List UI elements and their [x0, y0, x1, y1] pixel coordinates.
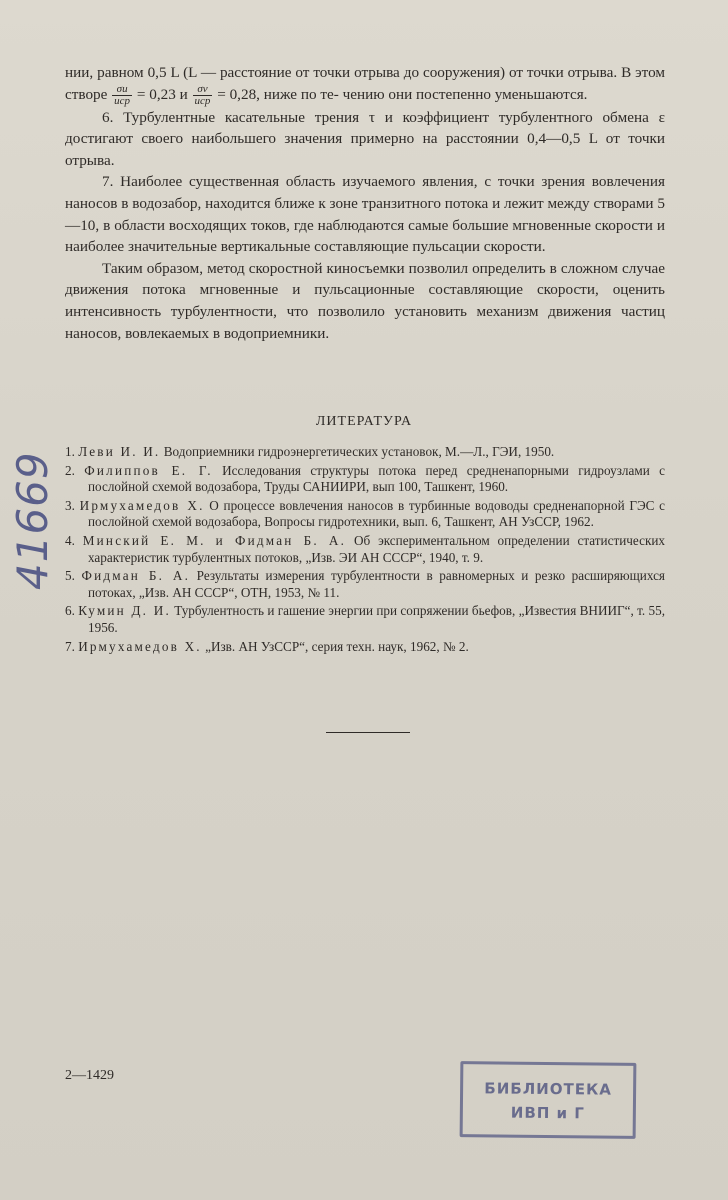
reference-text: Об экспериментальном определении статистических характеристик турбулентных потоков, „Изв. ЭИ АН СССР“, 1940, т. 9. [88, 532, 666, 565]
signature-code: 2—1429 [65, 1068, 114, 1083]
body-text [65, 62, 665, 344]
reference-list [65, 444, 665, 657]
literature-heading: ЛИТЕРАТУРА [315, 414, 413, 429]
reference-number: 3. [65, 497, 75, 513]
reference-text: Результаты измерения турбулентности в равномерных и резко расширяющихся потоках, „Изв. АН СССР“, ОТН, 1953, № 11. [88, 568, 666, 600]
reference-number: 7. [65, 638, 75, 654]
intro-line-3: чению они постепенно уменьшаются. [342, 85, 588, 103]
library-stamp [460, 1061, 637, 1139]
reference-item [65, 603, 665, 636]
fraction-denominator: uср [194, 94, 211, 107]
reference-item [65, 444, 665, 461]
reference-text: О процессе вовлечения наносов в турбинные водоводы средненапорной ГЭС с послойной схемой водозабора, Вопросы гидротехники, вып. 6, Ташкент, АН УзССР, 1962. [88, 497, 666, 530]
reference-item [65, 639, 665, 656]
intro-line-2a: от точки отрыва. В этом створе [65, 64, 665, 103]
reference-author: Филиппов Е. Г. [84, 462, 213, 478]
reference-author: Леви И. И. [78, 444, 161, 459]
fraction-sigma-u [112, 84, 132, 107]
reference-item [65, 463, 665, 496]
reference-item [65, 498, 665, 531]
intro-paragraph [65, 62, 665, 107]
reference-author: Фидман Б. А. [81, 568, 191, 584]
reference-author: Минский Е. М. и Фидман Б. А. [82, 532, 347, 548]
stamp-line-1: БИБЛИОТЕКА [484, 1079, 612, 1099]
intro-line-2b: = 0,23 и [136, 85, 188, 103]
fraction-sigma-v [193, 84, 213, 107]
reference-number: 1. [65, 444, 75, 459]
reference-number: 5. [65, 568, 75, 584]
intro-line-1: нии, равном 0,5 L (L — расстояние от точки отрыва до сооружения) [65, 64, 506, 81]
handwritten-inventory-number: 41669 [8, 451, 57, 590]
conclusion-paragraph: Таким образом, метод скоростной киносъемки позволил определить в сложном случае движения потока мгновенные и пульсационные составляющие скорости, оценить интенсивность турбулентности, что позволило установить механизм движения частиц наносов, вовлекаемых в водоприемники. [65, 259, 665, 342]
reference-author: Кумин Д. И. [78, 603, 171, 619]
paragraph-7: 7. Наиболее существенная область изучаемого явления, с точки зрения вовлечения наносов в водозабор, находится ближе к зоне транзитного потока и лежит между створами 5—10, в области восходящих токов, где наблюдаются самые большие мгновенные скорости и наиболее значительные вертикальные составляющие пульсации скорости. [65, 173, 665, 256]
reference-number: 4. [65, 532, 75, 548]
stamp-line-2: ИВП и Г [510, 1103, 585, 1123]
reference-item [65, 568, 665, 601]
reference-number: 2. [65, 462, 75, 478]
fraction-denominator: uср [114, 94, 131, 107]
section-divider [326, 732, 410, 733]
reference-number: 6. [65, 603, 75, 619]
reference-text: Турбулентность и гашение энергии при сопряжении бьефов, „Известия ВНИИГ“, т. 55, 1956. [88, 603, 666, 635]
fraction-numerator: σv [193, 84, 213, 96]
reference-author: Ирмухамедов Х. [79, 497, 205, 513]
paragraph-6: 6. Турбулентные касательные трения τ и коэффициент турбулентного обмена ε достигают своего наибольшего значения примерно на расстоянии 0,4—0,5 L от точки отрыва. [65, 108, 665, 169]
fraction-numerator: σu [112, 84, 132, 96]
reference-author: Ирмухамедов Х. [78, 638, 202, 654]
intro-line-2c: = 0,28, ниже по те- [217, 85, 339, 103]
reference-text: Исследования структуры потока перед средненапорными гидроузлами с послойной схемой водозабора, Труды САНИИРИ, вып 100, Ташкент, 1960. [88, 462, 665, 495]
reference-text: Водоприемники гидроэнергетических установок, М.—Л., ГЭИ, 1950. [160, 444, 555, 459]
reference-text: „Изв. АН УзССР“, серия техн. наук, 1962, № 2. [201, 638, 469, 654]
reference-item [65, 533, 665, 566]
